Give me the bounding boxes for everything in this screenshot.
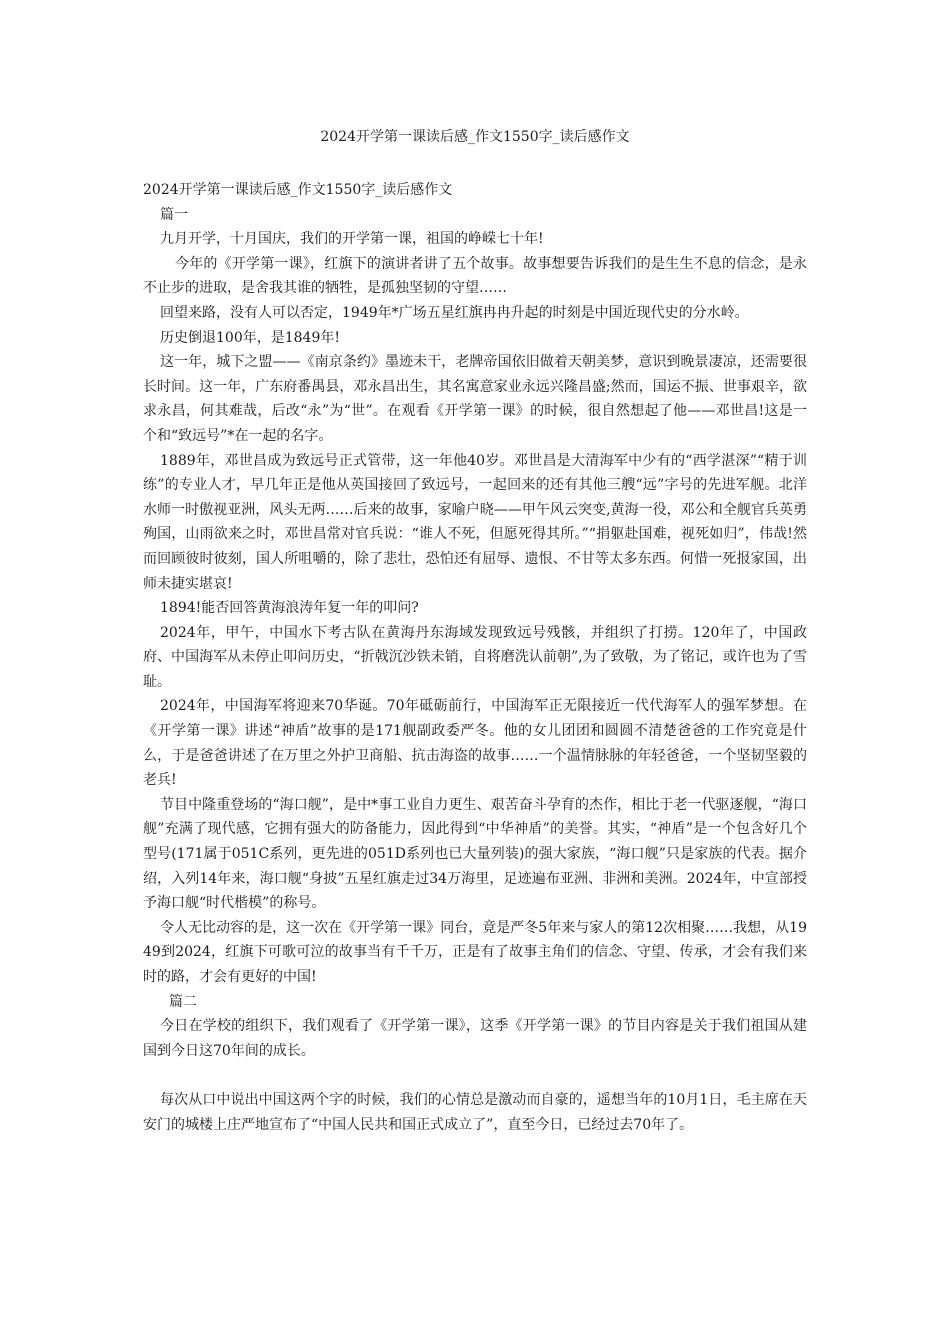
section-heading-part1: 篇一 bbox=[160, 206, 188, 223]
document-title: 2024开学第一课读后感_作文1550字_读后感作文 bbox=[320, 129, 630, 145]
paragraph: 回望来路，没有人可以否定，1949年*广场五星红旗冉冉升起的时刻是中国近现代史的分水岭。 bbox=[160, 304, 749, 321]
paragraph: 2024年，中国海军将迎来70华诞。70年砥砺前行，中国海军正无限接近一代代海军人的强军梦想。在《开学第一课》讲述“神盾”故事的是171舰副政委严冬。他的女儿团团和圆圆不清楚爸爸的工作究竟是什么，于是爸爸讲述了在万里之外护卫商船、抗击海盗的故事……一个温情脉脉的年轻爸爸，一个坚韧坚毅的老兵! bbox=[143, 698, 807, 789]
document-subtitle: 2024开学第一课读后感_作文1550字_读后感作文 bbox=[143, 182, 453, 198]
paragraph: 今日在学校的组织下，我们观看了《开学第一课》，这季《开学第一课》的节目内容是关于我们祖国从建国到今日这70年间的成长。 bbox=[143, 1018, 807, 1059]
paragraph: 节目中隆重登场的“海口舰”，是中*事工业自力更生、艰苦奋斗孕育的杰作，相比于老一代驱逐舰，“海口舰”充满了现代感，它拥有强大的防备能力，因此得到“中华神盾”的美誉。其实，“神盾”是一个包含好几个型号(171属于051C系列，更先进的051D系列也已大量列装)的强大家族，“海口舰”只是家族的代表。据介绍，入列14年来，海口舰“身披”五星红旗走过34万海里，足迹遍布亚洲、非洲和美洲。2024年，中宣部授予海口舰“时代楷模”的称号。 bbox=[143, 796, 807, 912]
paragraph: 2024年，甲午，中国水下考古队在黄海丹东海域发现致远号残骸，并组织了打捞。120年了，中国政府、中国海军从未停止叩问历史，“折戟沉沙铁未销，自将磨洗认前朝”,为了致敬，为了铭记，或许也为了雪耻。 bbox=[143, 624, 807, 690]
paragraph-spacer bbox=[143, 1063, 807, 1088]
document-body bbox=[143, 178, 807, 1137]
paragraph: 今年的《开学第一课》，红旗下的演讲者讲了五个故事。故事想要告诉我们的是生生不息的信念，是永不止步的进取，是舍我其谁的牺牲，是孤独坚韧的守望…… bbox=[143, 255, 807, 297]
section-heading-part2: 篇二 bbox=[169, 993, 197, 1010]
paragraph: 九月开学，十月国庆，我们的开学第一课，祖国的峥嵘七十年! bbox=[160, 231, 544, 248]
paragraph: 令人无比动容的是，这一次在《开学第一课》同台，竟是严冬5年来与家人的第12次相聚……我想，从1949到2024，红旗下可歌可泣的故事当有千千万，正是有了故事主角们的信念、守望、传承，才会有我们来时的路，才会有更好的中国! bbox=[143, 919, 807, 985]
paragraph: 每次从口中说出中国这两个字的时候，我们的心情总是激动而自豪的，遥想当年的10月1日，毛主席在天安门的城楼上庄严地宣布了“中国人民共和国正式成立了”，直至今日，已经过去70年了。 bbox=[143, 1091, 807, 1133]
paragraph: 1894!能否回答黄海浪涛年复一年的叩问? bbox=[160, 600, 419, 617]
paragraph: 1889年，邓世昌成为致远号正式管带，这一年他40岁。邓世昌是大清海军中少有的“西学湛深”“精于训练”的专业人才，早几年正是他从英国接回了致远号，一起回来的还有其他三艘“远”字号的先进军舰。北洋水师一时傲视亚洲，风头无两……后来的故事，家喻户晓——甲午风云突变,黄海一役，邓公和全舰官兵英勇殉国，山雨欲来之时，邓世昌常对官兵说：“谁人不死，但愿死得其所。”“捐躯赴国难，视死如归”，伟哉!然而回顾彼时彼刻，国人所咀嚼的，除了悲壮，恐怕还有屈辱、遗恨、不甘等太多东西。何惜一死报家国，出师未捷实堪哀! bbox=[143, 452, 807, 592]
paragraph: 历史倒退100年，是1849年! bbox=[160, 329, 340, 346]
paragraph: 这一年，城下之盟——《南京条约》墨迹未干，老牌帝国依旧做着天朝美梦，意识到晚景凄凉，还需要很长时间。这一年，广东府番禺县，邓永昌出生，其名寓意家业永远兴隆昌盛;然而，国运不振、世事艰辛，欲求永昌，何其难哉，后改“永”为“世”。在观看《开学第一课》的时候，很自然想起了他——邓世昌!这是一个和“致远号”*在一起的名字。 bbox=[143, 354, 807, 444]
